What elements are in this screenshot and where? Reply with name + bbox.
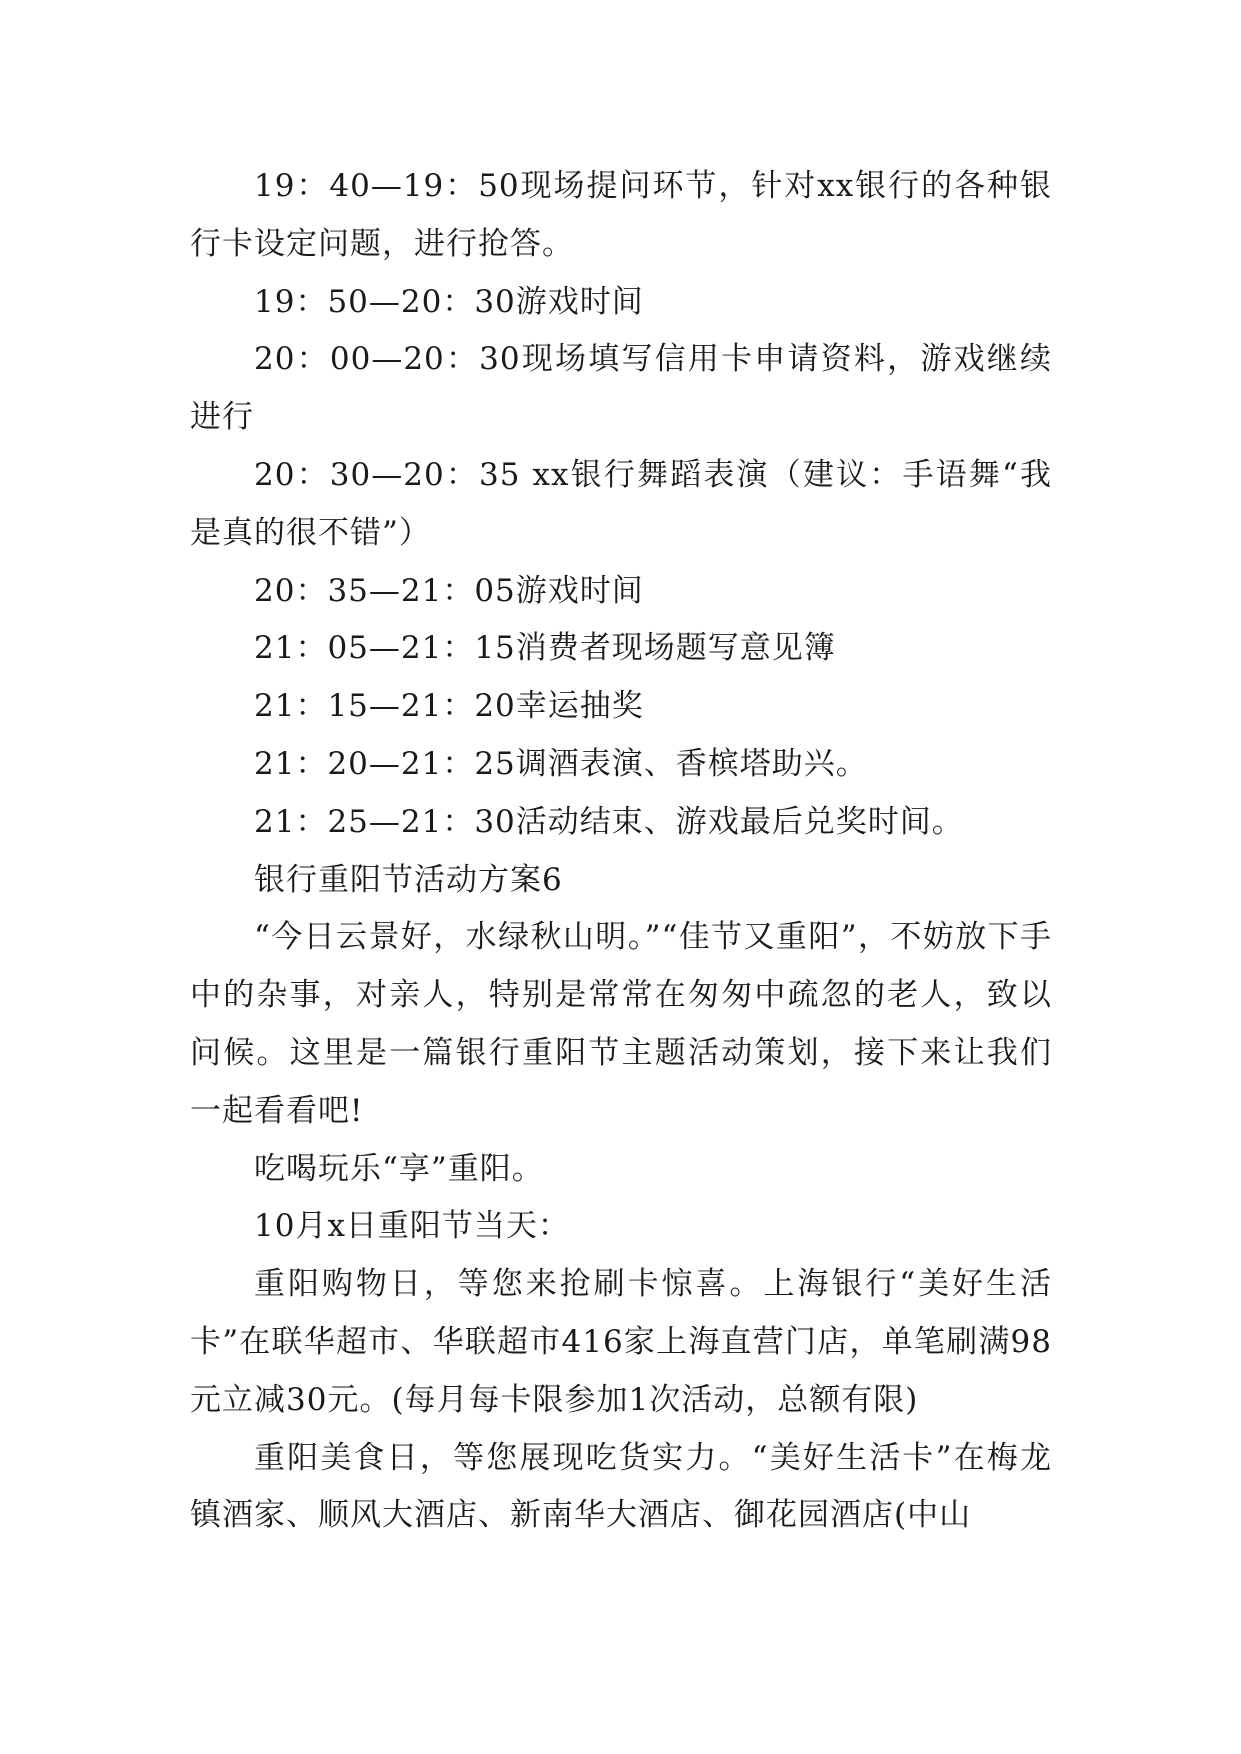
paragraph-schedule-dance: 20：30—20：35 xx银行舞蹈表演（建议：手语舞“我是真的很不错”） bbox=[190, 456, 1052, 551]
paragraph-theme: 吃喝玩乐“享”重阳。 bbox=[254, 1150, 544, 1187]
paragraph-schedule-application: 20：00—20：30现场填写信用卡申请资料，游戏继续进行 bbox=[190, 341, 1052, 436]
paragraph-schedule-game-1: 19：50—20：30游戏时间 bbox=[254, 283, 644, 320]
paragraph-date: 10月x日重阳节当天： bbox=[254, 1208, 570, 1245]
paragraph-schedule-bartending: 21：20—21：25调酒表演、香槟塔助兴。 bbox=[254, 745, 868, 782]
paragraph-schedule-game-2: 20：35—21：05游戏时间 bbox=[254, 572, 644, 609]
paragraph-shopping-day: 重阳购物日，等您来抢刷卡惊喜。上海银行“美好生活卡”在联华超市、华联超市416家上海直营门店，单笔刷满98元立减30元。(每月每卡限参加1次活动，总额有限) bbox=[190, 1266, 1052, 1418]
paragraph-schedule-lottery: 21：15—21：20幸运抽奖 bbox=[254, 688, 644, 725]
paragraph-schedule-qa: 19：40—19：50现场提问环节，针对xx银行的各种银行卡设定问题，进行抢答。 bbox=[190, 168, 1052, 262]
paragraph-food-day: 重阳美食日，等您展现吃货实力。“美好生活卡”在梅龙镇酒家、顺风大酒店、新南华大酒店、御花园酒店(中山 bbox=[190, 1439, 1052, 1534]
paragraph-intro: “今日云景好，水绿秋山明。”“佳节又重阳”，不妨放下手中的杂事，对亲人，特别是常常在匆匆中疏忽的老人，致以问候。这里是一篇银行重阳节主题活动策划，接下来让我们一起看看吧! bbox=[190, 919, 1052, 1129]
document-page bbox=[190, 158, 1052, 1545]
section-heading: 银行重阳节活动方案6 bbox=[254, 861, 563, 898]
paragraph-schedule-feedback: 21：05—21：15消费者现场题写意见簿 bbox=[254, 630, 836, 667]
paragraph-schedule-end: 21：25—21：30活动结束、游戏最后兑奖时间。 bbox=[254, 803, 964, 840]
